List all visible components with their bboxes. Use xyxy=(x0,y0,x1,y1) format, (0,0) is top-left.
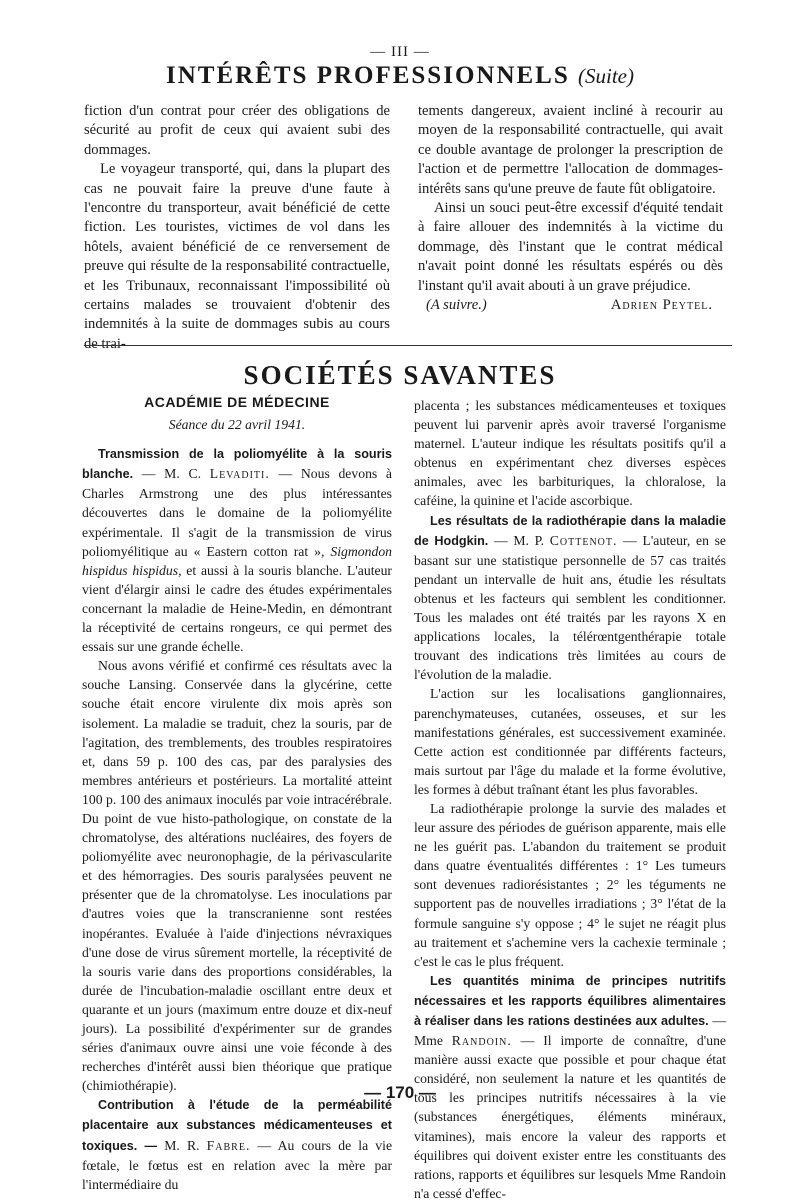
article-title: Les quantités minima de principes nutritifs nécessaires et les rapports équilibres alimentaires à réaliser dans les rations destinées aux adultes. xyxy=(414,973,726,1028)
article-author: Fabre. xyxy=(206,1137,251,1153)
signature-line xyxy=(418,296,723,315)
section-title-interets-professionnels xyxy=(0,62,800,90)
paragraph: tements dangereux, avaient incliné à recourir au moyen de la responsabilité contractuelle, qui avait ce double avantage de prolonger la prescription de l'action et de permettre l'allocation de dommages-intérêts sans qu'une preuve de faute fût obligatoire. xyxy=(418,103,723,197)
author-signature: Adrien Peytel. xyxy=(610,297,713,314)
author-prefix: — Mme xyxy=(414,1013,727,1049)
section-title-text: INTÉRÊTS PROFESSIONNELS xyxy=(166,62,570,89)
article-paragraph: L'action sur les localisations ganglionnaires, parenchymateuses, cutanées, osseuses, et sur les manifestations générales, est successivement examinée. Cette action est conditionnée par différents facteurs, mais surtout par l'âge du malade et la forme évolutive, les formes à début traînant étant les plus favorables. xyxy=(414,686,726,797)
section-title-societes-savantes: SOCIÉTÉS SAVANTES xyxy=(243,360,557,390)
session-date-value: 22 avril 1941. xyxy=(228,417,306,433)
section2-right-column xyxy=(414,396,726,1203)
article-paragraph xyxy=(82,444,392,656)
section-divider xyxy=(84,345,732,346)
article-paragraph: Nous avons vérifié et confirmé ces résultats avec la souche Lansing. Conservée dans la glycérine, cette souche était encore virulente dix mois après son isolement. La maladie se traduit, chez la souris, par de l'agitation, des tremblements, des troubles respiratoires et, dans 59 p. 100 des cas, par des paralysies des membres antérieurs et postérieurs. La mortalité atteint 100 p. 100 des animaux inoculés par voie intracérébrale. Du point de vue histo-pathologique, on constate de la chromatolyse, des altérations nucléaires, des foyers de poliomyélite avec neuronophagie, de la périvascularite et des hémorragies. Des souris paralysées peuvent ne présenter que de la chromatolyse. Les inoculations par d'autres voies que la transcranienne sont restées inopérantes. Evaluée à l'aide d'injections névraxiques d'une dose de virus sûrement mortelle, la réceptivité de la souris varie dans des proportions considérables, la durée de l'incubation-maladie oscillant entre deux et quarante et un jours (maximum entre douze et dix-neuf jours). La possibilité d'expérimenter sur de grandes séries d'animaux ouvre ainsi une voie féconde à des recherches d'intérêt aussi bien théorique que pratique (chimiothérapie). xyxy=(82,658,392,1094)
page-number: — 170 — xyxy=(364,1083,436,1102)
article-author: Levaditi. xyxy=(209,466,270,482)
section-title-suffix: (Suite) xyxy=(578,64,634,88)
author-prefix: M. R. xyxy=(164,1137,200,1153)
species-name: Sigmondon hispidus hispidus, xyxy=(82,543,392,578)
paragraph: Le voyageur transporté, qui, dans la plupart des cas ne pouvait faire la preuve d'une faute à l'encontre du transporteur, avait bénéficié de cette fiction. Les touristes, victimes de vol dans les hôtels, avaient bénéficié de ce renversement de preuve qui résulte de la responsabilité contractuelle, et les Tribunaux, reconnaissant l'impossibilité où certains malades se trouvaient d'obtenir des indemnités à la suite de dommages subis au cours de trai- xyxy=(84,161,390,352)
session-prefix: Séance du xyxy=(168,417,225,433)
paragraph-text: — Au cours de la vie fœtale, le fœtus est en relation avec la mère par l'intermédiaire du xyxy=(82,1137,393,1192)
to-follow-note: (A suivre.) xyxy=(426,297,487,314)
section1-right-column xyxy=(418,102,723,315)
academy-heading: ACADÉMIE DE MÉDECINE xyxy=(144,394,330,410)
section2-left-column xyxy=(82,393,392,1194)
paragraph-text: et aussi à la souris blanche. L'auteur vient d'élargir ainsi le cadre des études expérimentales concernant la maladie de Heine-Medin, en démontrant la réceptivité de certains rongeurs, ce qui permet des essais sur une grande échelle. xyxy=(82,562,392,655)
article-paragraph xyxy=(82,1095,392,1193)
author-prefix: — M. P. xyxy=(493,532,545,548)
article-author: Cottenot. xyxy=(549,532,618,548)
article-title: Contribution à l'étude de la perméabilité placentaire aux substances médicamenteuses et toxiques. — xyxy=(82,1098,392,1153)
paragraph-text: — Il importe de connaître, d'une manière aussi exacte que possible et pour chaque état considéré, non seulement la nature et les quantités de tous les principes nutritifs nécessaires à la vie (substances énergétiques, éléments minéraux, vitamines), mais encore la valeur des rapports et équilibres qui doivent exister entre les constituants des rations, rapports et équilibres sur lesquels Mme Randoin n'a cessé d'effec- xyxy=(414,1033,726,1201)
paragraph-text: — Nous devons à Charles Armstrong une des plus intéressantes découvertes dans le domaine de la poliomyélite expérimentale. Il s'agit de la transmission de virus poliomyélitique au « Eastern cotton rat », xyxy=(82,466,393,559)
article-author: Randoin. xyxy=(451,1033,512,1049)
author-prefix: — M. C. xyxy=(141,466,202,482)
page-number-roman: — III — xyxy=(370,44,430,60)
paragraph-text: — L'auteur, en se basant sur une statistique personnelle de 57 cas traités pendant un intervalle de huit ans, étudie les résultats obtenus et les facteurs qui semblent les conditionner. Tous les malades ont été traités par les rayons X en applications locales, la télérœntgenthérapie totale trouvant des indications très limitées au cours de l'évolution de la maladie. xyxy=(414,532,727,683)
session-date xyxy=(82,415,392,434)
article-paragraph xyxy=(414,511,726,685)
paragraph: Ainsi un souci peut-être excessif d'équité tendait à faire allouer des indemnités à la victime du dommage, dès l'instant que le contrat médical n'avait point donné les résultats espérés ou dès l'instant qu'il avait abouti à un grave préjudice. xyxy=(418,200,723,294)
article-title: Transmission de la poliomyélite à la souris blanche. xyxy=(82,447,392,482)
article-title: Les résultats de la radiothérapie dans la maladie de Hodgkin. xyxy=(414,513,726,548)
article-paragraph: placenta ; les substances médicamenteuses et toxiques peuvent lui parvenir après avoir traversé l'organisme maternel. L'auteur indique les résultats positifs qu'il a obtenus en expérimentant chez diverses espèces animales, avec les barbituriques, la chloralose, la caféine, la quinine et l'acide ascorbique. xyxy=(414,398,726,509)
section1-left-column xyxy=(84,102,390,354)
article-paragraph: La radiothérapie prolonge la survie des malades et leur assure des périodes de guérison apparente, mais elle ne les guérit pas. L'abandon du traitement se produit dans quatre éventualités différentes : 1° Les tumeurs sont devenues radiorésistantes ; 2° les téguments ne supportent pas de nouvelles irradiations ; 3° l'état de la formule sanguine s'y oppose ; 4° le sujet ne réagit plus au traitement et s'achemine vers la cachexie terminale ; c'est le cas le plus fréquent. xyxy=(414,800,726,969)
paragraph: fiction d'un contrat pour créer des obligations de sécurité au profit de ceux qui avaient subi des dommages. xyxy=(84,103,390,158)
